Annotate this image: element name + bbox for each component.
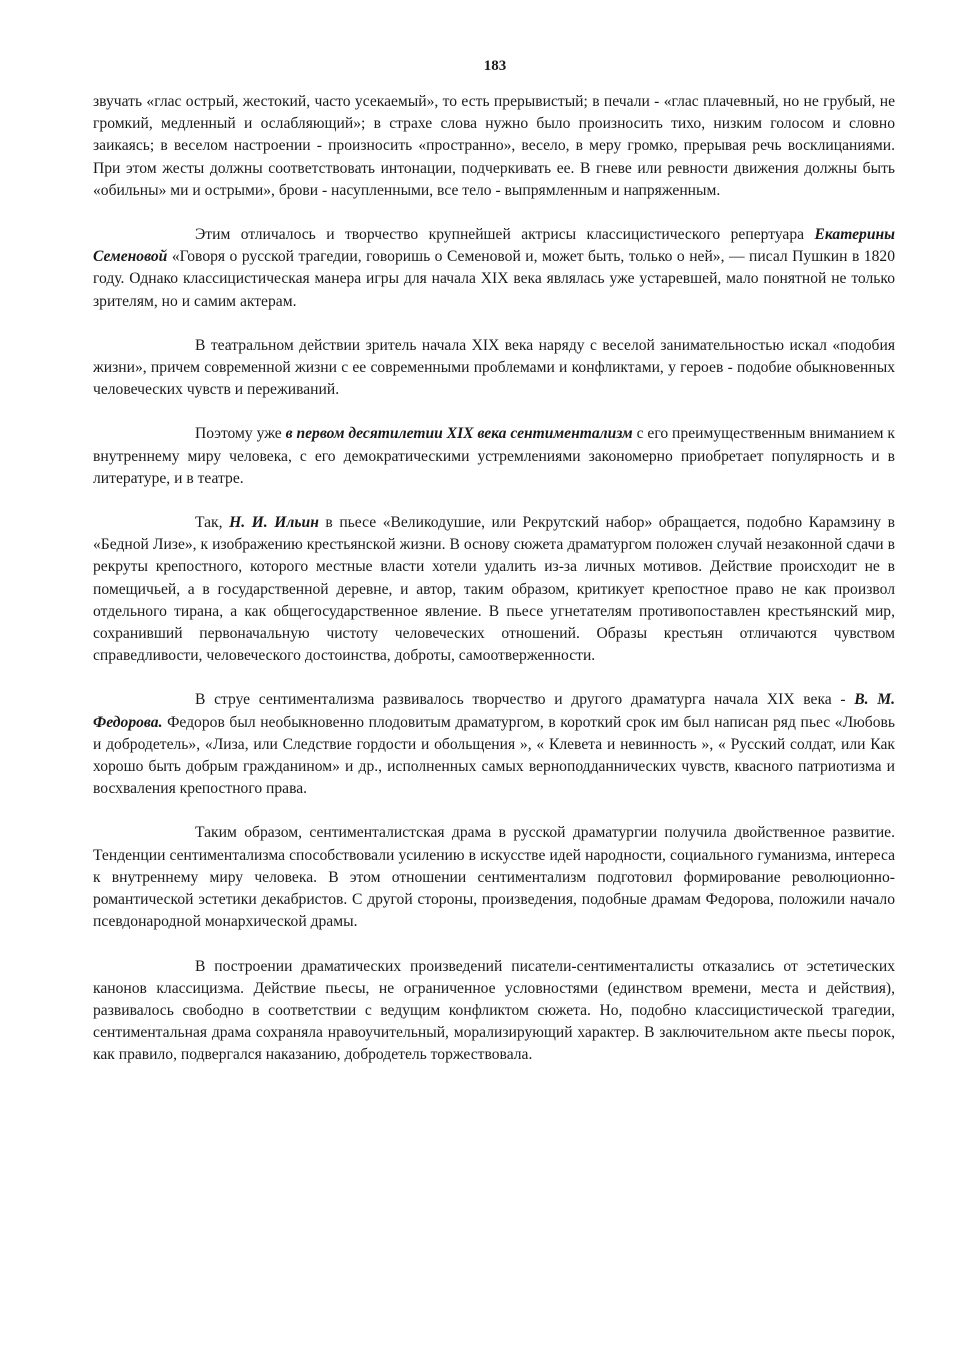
paragraph <box>93 423 895 490</box>
paragraph-text: Таким образом, сентименталистская драма в русской драматургии получила двойственное развитие. Тенденции сентиментализма способствовали усилению в искусстве идей народности, социального гуманизма, интереса к внутреннему миру человека. В этом отношении сентиментализм подготовил формирование революционно-романтической эстетики декабристов. С другой стороны, произведения, подобные драмам Федорова, положили начало псевдонародной монархической драмы. <box>93 824 895 931</box>
paragraph-text: Этим отличалось и творчество крупнейшей актрисы классицистического репертуара <box>195 226 815 244</box>
paragraph <box>93 689 895 800</box>
body-text <box>93 91 895 1067</box>
paragraph-text: звучать «глас острый, жестокий, часто усекаемый», то есть прерывистый; в печали - «глас плачевный, но не грубый, не громкий, медленный и ослабляющий»; в страхе слова нужно было произносить тихо, низким голосом и словно заикаясь; в веселом настроении - произносить «пространно», весело, в меру громко, прерывая речь восклицаниями. При этом жесты должны соответствовать интонации, подчеркивать ее. В гневе или ревности движения должны быть «обильны» ми и острыми», брови - насупленными, все тело - выпрямленным и напряженным. <box>93 93 895 199</box>
paragraph <box>93 335 895 402</box>
paragraph <box>93 512 895 667</box>
emphasized-text: в первом десятилетии XIX века сентиментализм <box>285 425 633 443</box>
emphasized-text: В. М. Федорова. <box>93 691 895 731</box>
paragraph-text: Поэтому уже <box>195 425 286 443</box>
paragraph <box>93 224 895 313</box>
paragraph-text: В театральном действии зритель начала XIX века наряду с веселой занимательностью искал «подобия жизни», причем современной жизни с ее современными проблемами и конфликтами, у героев - подобие обыкновенных человеческих чувств и переживаний. <box>93 336 895 399</box>
paragraph-text: В построении драматических произведений писатели-сентименталисты отказались от эстетических канонов классицизма. Действие пьесы, не ограниченное условностями (единством времени, места и действия), развивалось свободно в соответствии с ведущим конфликтом сюжета. Но, подобно классицистической трагедии, сентиментальная драма сохраняла нравоучительный, морализирующий характер. В заключительном акте пьесы порок, как правило, подвергался наказанию, добродетель торжествовала. <box>93 957 895 1064</box>
paragraph <box>93 91 895 202</box>
paragraph-text: В струе сентиментализма развивалось творчество и другого драматурга начала XIX века - <box>195 691 855 709</box>
emphasized-text: Н. И. Ильин <box>229 514 319 532</box>
paragraph <box>93 956 895 1067</box>
paragraph-text: Федоров был необыкновенно плодовитым драматургом, в короткий срок им был написан ряд пьес «Любовь и добродетель», «Лиза, или Следствие гордости и обольщения », « Клевета и невинность », « Русский солдат, или Как хорошо быть добрым гражданином» и др., исполненных самых верноподданнических чувств, квасного патриотизма и восхваления крепостного права. <box>93 713 895 798</box>
paragraph-text: в пьесе «Великодушие, или Рекрутский набор» обращается, подобно Карамзину в «Бедной Лизе», к изображению крестьянской жизни. В основу сюжета драматургом положен случай незаконной сдачи в рекруты крепостного, которого местные власти хотели удалить из-за личных мотивов. Действие происходит не в помещичьей, а в государственной деревне, и автор, таким образом, критикует крепостное право не как произвол отдельного тирана, а как общегосударственное явление. В пьесе угнетателям противопоставлен крестьянский мир, сохранивший первоначальную чистоту человеческих отношений. Образы крестьян отличаются чувством справедливости, человеческого достоинства, доброты, самоотверженности. <box>93 514 895 665</box>
page-number: 183 <box>483 58 507 74</box>
paragraph-text: «Говоря о русской трагедии, говоришь о Семеновой и, может быть, только о ней», — писал Пушкин в 1820 году. Однако классицистическая манера игры для начала XIX века являлась уже устаревшей, мало понятной не только зрителям, но и самим актерам. <box>93 248 895 310</box>
paragraph <box>93 822 895 933</box>
emphasized-text: Екатерины Семеновой <box>93 226 895 266</box>
paragraph-text: Так, <box>195 514 230 532</box>
paragraph-text: с его преимущественным вниманием к внутреннему миру человека, с его демократическими устремлениями закономерно приобретает популярность и в литературе, и в театре. <box>93 425 896 487</box>
